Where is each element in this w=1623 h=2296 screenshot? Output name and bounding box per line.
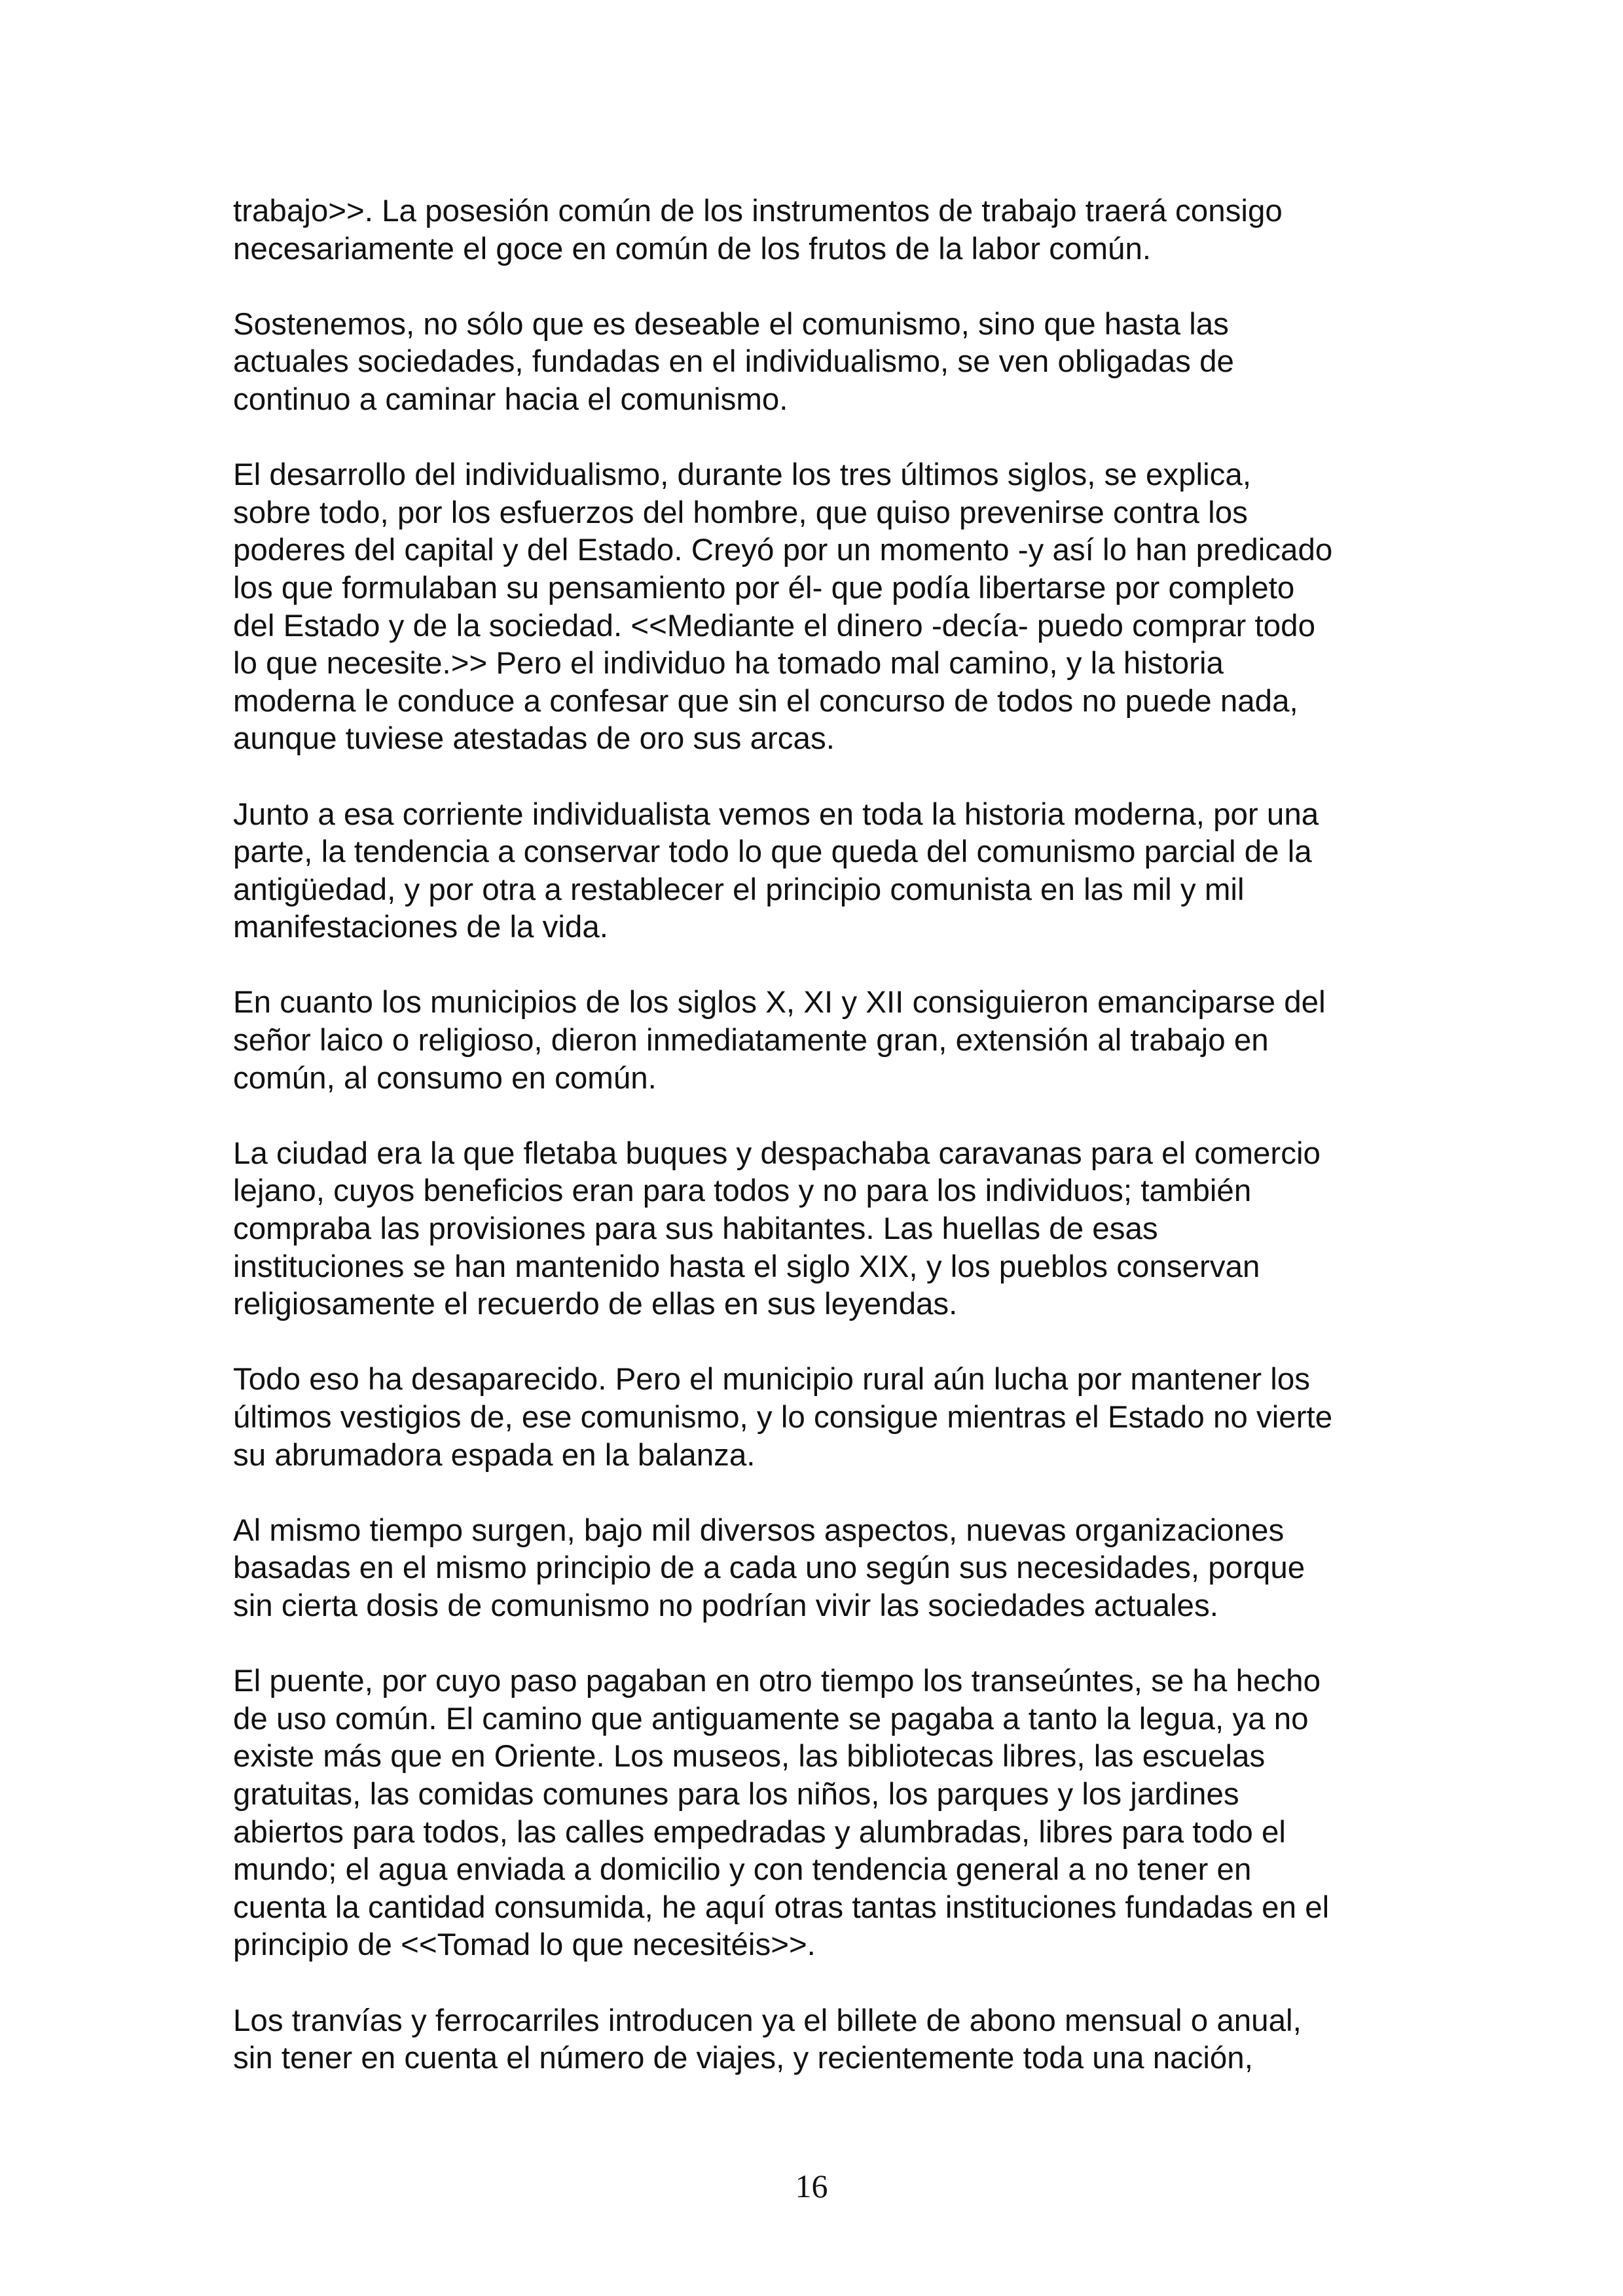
text-line: del Estado y de la sociedad. <<Mediante el dinero -decía- puedo comprar todo (233, 608, 1315, 643)
text-line: manifestaciones de la vida. (233, 910, 608, 945)
text-line: aunque tuviese atestadas de oro sus arcas. (233, 721, 835, 757)
text-line: Todo eso ha desaparecido. Pero el municipio rural aún lucha por mantener los (233, 1362, 1311, 1397)
text-line: Junto a esa corriente individualista vemos en toda la historia moderna, por una (233, 797, 1319, 832)
text-line: compraba las provisiones para sus habitantes. Las huellas de esas (233, 1211, 1158, 1247)
text-line: Al mismo tiempo surgen, bajo mil diversos aspectos, nuevas organizaciones (233, 1513, 1285, 1548)
text-line: moderna le conduce a confesar que sin el concurso de todos no puede nada, (233, 683, 1298, 719)
text-line: continuo a caminar hacia el comunismo. (233, 382, 788, 417)
text-line: de uso común. El camino que antiguamente se pagaba a tanto la legua, ya no (233, 1701, 1309, 1736)
paragraph (233, 192, 1405, 268)
text-line: los que formulaban su pensamiento por él- que podía libertarse por completo (233, 570, 1295, 605)
paragraph (233, 2002, 1405, 2077)
text-line: lo que necesite.>> Pero el individuo ha tomado mal camino, y la historia (233, 646, 1224, 681)
text-line: gratuitas, las comidas comunes para los niños, los parques y los jardines (233, 1776, 1239, 1812)
text-line: mundo; el agua enviada a domicilio y con tendencia general a no tener en (233, 1852, 1252, 1888)
paragraph (233, 306, 1405, 419)
text-line: últimos vestigios de, ese comunismo, y lo consigue mientras el Estado no vierte (233, 1400, 1333, 1435)
text-line: abiertos para todos, las calles empedradas y alumbradas, libres para todo el (233, 1814, 1286, 1850)
text-line: su abrumadora espada en la balanza. (233, 1437, 756, 1473)
text-line: trabajo>>. La posesión común de los instrumentos de trabajo traerá consigo (233, 194, 1283, 228)
paragraph (233, 1662, 1405, 1964)
text-line: cuenta la cantidad consumida, he aquí otras tantas instituciones fundadas en el (233, 1890, 1330, 1925)
text-line: parte, la tendencia a conservar todo lo que queda del comunismo parcial de la (233, 834, 1312, 870)
paragraph (233, 1135, 1405, 1323)
paragraph (233, 456, 1405, 758)
text-line: común, al consumo en común. (233, 1060, 657, 1096)
text-line: lejano, cuyos beneficios eran para todos y no para los individuos; también (233, 1174, 1252, 1209)
text-line: sin cierta dosis de comunismo no podrían vivir las sociedades actuales. (233, 1588, 1218, 1623)
text-line: sobre todo, por los esfuerzos del hombre, que quiso prevenirse contra los (233, 495, 1248, 530)
text-line: poderes del capital y del Estado. Creyó por un momento -y así lo han predicado (233, 533, 1333, 568)
body-text (233, 192, 1405, 2115)
text-line: La ciudad era la que fletaba buques y despachaba caravanas para el comercio (233, 1136, 1321, 1171)
text-line: instituciones se han mantenido hasta el siglo XIX, y los pueblos conservan (233, 1249, 1260, 1284)
paragraph (233, 796, 1405, 946)
paragraph (233, 1361, 1405, 1474)
text-line: señor laico o religioso, dieron inmediatamente gran, extensión al trabajo en (233, 1023, 1269, 1058)
text-line: actuales sociedades, fundadas en el individualismo, se ven obligadas de (233, 344, 1234, 380)
page-number: 16 (795, 2168, 828, 2204)
text-line: Los tranvías y ferrocarriles introducen ya el billete de abono mensual o anual, (233, 2003, 1302, 2038)
text-line: basadas en el mismo principio de a cada uno según sus necesidades, porque (233, 1551, 1305, 1586)
text-line: sin tener en cuenta el número de viajes, y recientemente toda una nación, (233, 2041, 1253, 2076)
text-line: antigüedad, y por otra a restablecer el principio comunista en las mil y mil (233, 872, 1245, 907)
text-line: En cuanto los municipios de los siglos X, XI y XII consiguieron emanciparse del (233, 985, 1326, 1020)
text-line: religiosamente el recuerdo de ellas en sus leyendas. (233, 1287, 958, 1322)
text-line: El puente, por cuyo paso pagaban en otro tiempo los transeúntes, se ha hecho (233, 1664, 1321, 1699)
text-line: existe más que en Oriente. Los museos, las bibliotecas libres, las escuelas (233, 1739, 1266, 1774)
paragraph (233, 1512, 1405, 1625)
text-line: principio de <<Tomad lo que necesitéis>>. (233, 1928, 816, 1963)
text-line: necesariamente el goce en común de los frutos de la labor común. (233, 231, 1152, 266)
text-line: El desarrollo del individualismo, durante los tres últimos siglos, se explica, (233, 457, 1252, 493)
paragraph (233, 984, 1405, 1097)
text-line: Sostenemos, no sólo que es deseable el comunismo, sino que hasta las (233, 306, 1229, 342)
